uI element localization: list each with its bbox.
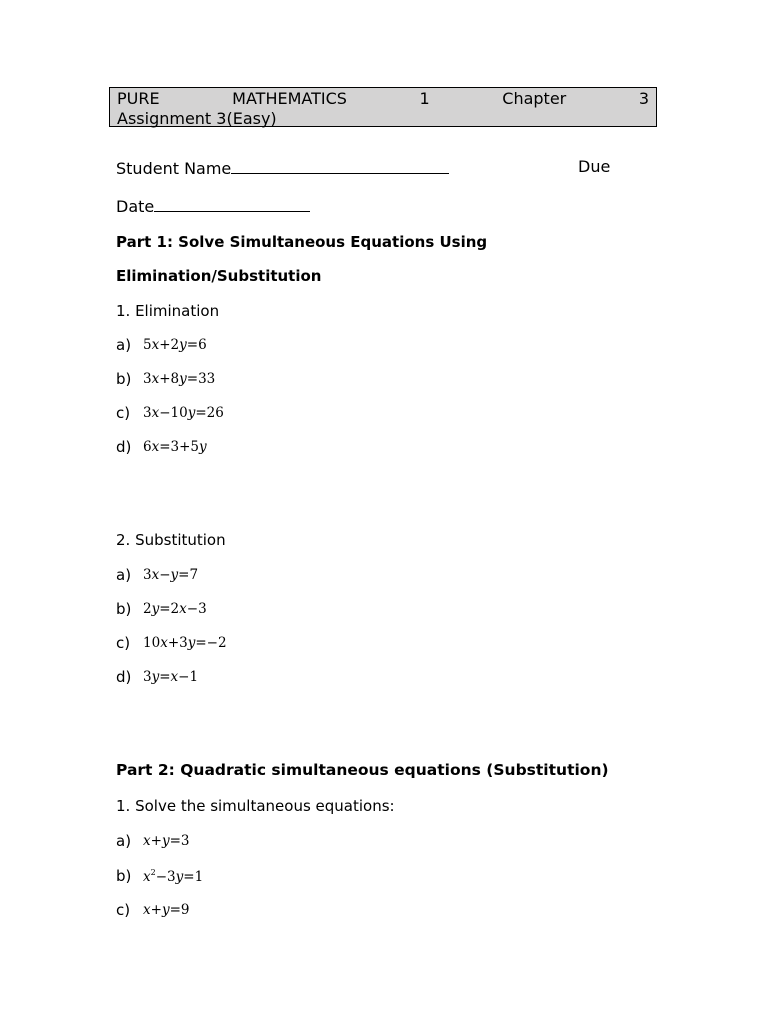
item-label: c) (116, 404, 131, 422)
equation: x+y=3 (143, 833, 190, 849)
item-label: b) (116, 867, 132, 885)
date-label: Date (116, 197, 155, 216)
student-name-label: Student Name (116, 159, 232, 178)
equation: 3x+8y=33 (143, 371, 216, 387)
due-label: Due (578, 157, 611, 176)
part1-title-cont: Elimination/Substitution (116, 267, 322, 285)
student-name-row (116, 157, 449, 178)
item-label: b) (116, 600, 132, 618)
student-name-blank[interactable] (231, 157, 449, 174)
assignment-header (109, 87, 657, 127)
equation: 3y=x−1 (143, 669, 199, 685)
item-label: a) (116, 566, 132, 584)
item-label: d) (116, 438, 132, 456)
part2-instruction: 1. Solve the simultaneous equations: (116, 797, 395, 815)
equation: 3x−10y=26 (143, 405, 224, 421)
item-label: a) (116, 832, 132, 850)
part2-title: Part 2: Quadratic simultaneous equations (Substitution) (116, 761, 609, 779)
header-word: 1 (419, 89, 430, 108)
date-blank[interactable] (154, 195, 310, 212)
header-word: MATHEMATICS (232, 89, 347, 108)
equation: 3x−y=7 (143, 567, 199, 583)
section-heading-elimination: 1. Elimination (116, 302, 220, 320)
equation: $x^2-3y=1$ (143, 868, 204, 885)
header-word: PURE (117, 89, 160, 108)
item-label: b) (116, 370, 132, 388)
equation: 6x=3+5y (143, 439, 207, 455)
item-label: c) (116, 634, 131, 652)
section-heading-substitution: 2. Substitution (116, 531, 226, 549)
header-title-line (117, 89, 649, 109)
equation: 2y=2x−3 (143, 601, 207, 617)
header-word: Chapter (502, 89, 567, 108)
date-row (116, 195, 310, 216)
equation: 5x+2y=6 (143, 337, 207, 353)
part1-title: Part 1: Solve Simultaneous Equations Using (116, 233, 488, 251)
item-label: c) (116, 901, 131, 919)
item-label: d) (116, 668, 132, 686)
header-word: 3 (638, 89, 649, 108)
equation: 10x+3y=−2 (143, 635, 227, 651)
equation: x+y=9 (143, 902, 190, 918)
header-subtitle: Assignment 3(Easy) (117, 109, 277, 128)
item-label: a) (116, 336, 132, 354)
